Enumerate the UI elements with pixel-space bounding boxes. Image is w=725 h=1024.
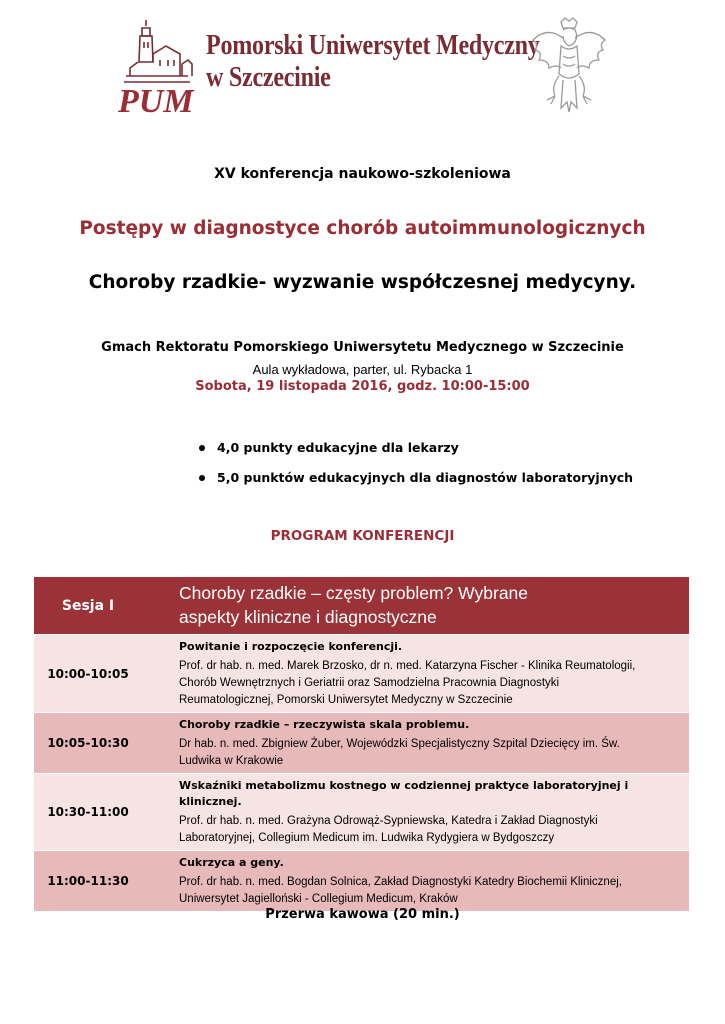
program-heading: PROGRAM KONFERENCJI (270, 528, 455, 544)
row-content (142, 851, 689, 911)
session-label: Sesja I (61, 597, 115, 614)
polish-eagle-icon (527, 16, 611, 114)
venue: Gmach Rektoratu Pomorskiego Uniwersytetu Medycznego w Szczecinie (101, 340, 624, 355)
coffee-break: Przerwa kawowa (20 min.) (265, 907, 460, 922)
conference-subtitle: XV konferencja naukowo-szkoleniowa (214, 166, 511, 182)
session-title-line2: aspekty kliniczne i diagnostyczne (179, 607, 437, 627)
talk-title: Choroby rzadkie – rzeczywista skala problemu. (179, 718, 470, 731)
credits-item (197, 440, 633, 470)
speaker-line: Prof. dr hab. n. med. Marek Brzosko, dr n. med. Katarzyna Fischer - Klinika Reumatologii, (179, 660, 636, 672)
talk-title: Wskaźniki metabolizmu kostnego w codziennej praktyce laboratoryjnej i klinicznej. (179, 779, 629, 808)
row-content (142, 774, 689, 850)
pum-logo-text: PUM (118, 83, 194, 118)
speaker-info (179, 658, 681, 709)
session-title (142, 577, 689, 634)
row-time: 10:00-10:05 (47, 666, 129, 681)
speaker-line: Dr hab. n. med. Zbigniew Żuber, Wojewódzki Specjalistyczny Szpital Dziecięcy im. Św. (179, 738, 620, 750)
conference-theme: Choroby rzadkie- wyzwanie współczesnej medycyny. (88, 272, 637, 293)
bullet-icon (199, 475, 205, 481)
speaker-line: Laboratoryjnej, Collegium Medicum im. Ludwika Rydygiera w Bydgoszczy (179, 832, 555, 844)
session-header (34, 577, 689, 634)
university-name-line2: w Szczecinie (206, 62, 331, 93)
row-content (142, 713, 689, 773)
conference-title: Postępy w diagnostyce chorób autoimmunologicznych (79, 218, 646, 239)
row-time: 10:05-10:30 (47, 736, 129, 750)
speaker-line: Ludwika w Krakowie (179, 755, 284, 767)
credits-item (197, 470, 633, 500)
speaker-line: Prof. dr hab. n. med. Grażyna Odrowąż-Sypniewska, Katedra i Zakład Diagnostyki (179, 815, 598, 827)
speaker-line: Uniwersytet Jagielloński - Collegium Medicum, Kraków (179, 893, 458, 905)
venue-hall: Aula wykładowa, parter, ul. Rybacka 1 (252, 362, 473, 377)
table-row (34, 773, 689, 850)
bullet-icon (199, 445, 205, 451)
speaker-line: Chorób Wewnętrznych i Geriatrii oraz Samodzielna Pracownia Diagnostyki (179, 677, 560, 689)
table-row (34, 850, 689, 911)
session-title-line1: Choroby rzadkie – częsty problem? Wybrane (179, 583, 529, 603)
row-time: 10:30-11:00 (47, 805, 129, 819)
table-row (34, 634, 689, 712)
pum-logo-icon (116, 16, 198, 118)
speaker-line: Reumatologicznej, Pomorski Uniwersytet Medyczny w Szczecinie (179, 694, 513, 706)
talk-title: Cukrzyca a geny. (179, 856, 284, 869)
university-name (206, 30, 540, 94)
speaker-info (179, 736, 681, 770)
credits-item-text: 5,0 punktów edukacyjnych dla diagnostów laboratoryjnych (217, 470, 634, 485)
event-date: Sobota, 19 listopada 2016, godz. 10:00-15:00 (195, 379, 530, 394)
speaker-info (179, 874, 681, 908)
row-content (142, 635, 689, 712)
speaker-info (179, 813, 681, 847)
talk-title: Powitanie i rozpoczęcie konferencji. (179, 640, 403, 653)
program-table (34, 577, 689, 911)
speaker-line: Prof. dr hab. n. med. Bogdan Solnica, Zakład Diagnostyki Katedry Biochemii Klinicznej, (179, 876, 622, 888)
letterhead (0, 0, 725, 130)
university-name-line1: Pomorski Uniwersytet Medyczny (206, 30, 540, 61)
credits-item-text: 4,0 punkty edukacyjne dla lekarzy (217, 440, 459, 455)
credits-list (197, 440, 633, 500)
row-time: 11:00-11:30 (47, 874, 129, 888)
table-row (34, 712, 689, 773)
